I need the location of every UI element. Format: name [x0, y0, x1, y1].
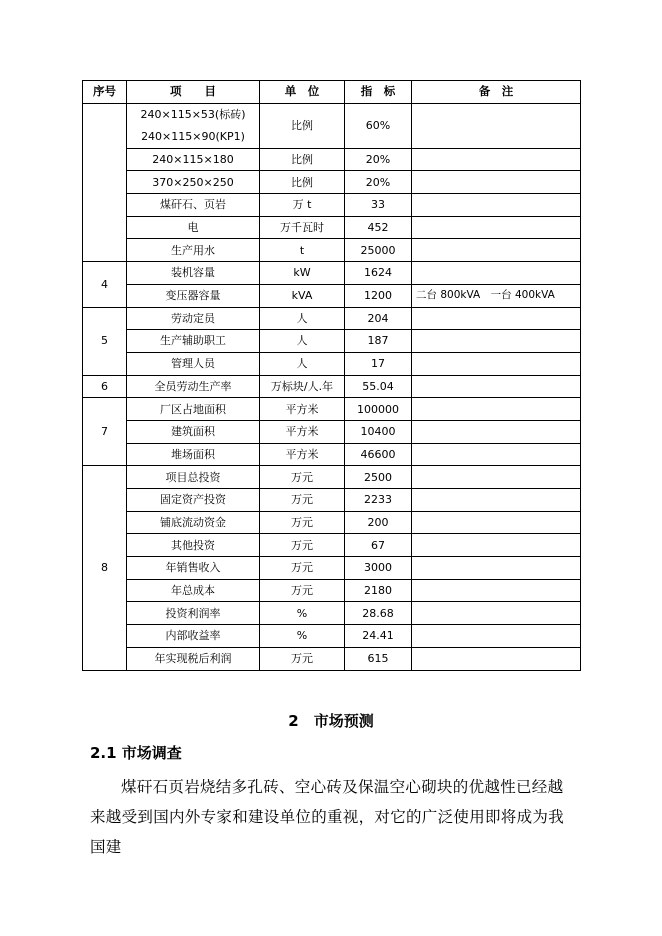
table-row: [83, 307, 581, 330]
remark-cell: [412, 307, 581, 330]
table-row: [83, 398, 581, 421]
table-row: [83, 557, 581, 580]
table-row: [83, 511, 581, 534]
remark-cell: [412, 262, 581, 285]
unit-cell: 比例: [260, 148, 345, 171]
remark-cell: [412, 647, 581, 670]
value-cell: 1624: [345, 262, 412, 285]
item-cell: 年总成本: [127, 579, 260, 602]
item-cell: 厂区占地面积: [127, 398, 260, 421]
unit-cell: kVA: [260, 284, 345, 307]
unit-cell: 万元: [260, 647, 345, 670]
item-cell: 电: [127, 216, 260, 239]
item-cell: 全员劳动生产率: [127, 375, 260, 398]
value-cell: 60%: [345, 103, 412, 148]
table-row: [83, 284, 581, 307]
specification-table: [82, 80, 581, 671]
row-number-cell: [83, 103, 127, 261]
value-cell: 20%: [345, 148, 412, 171]
value-cell: 25000: [345, 239, 412, 262]
value-cell: 33: [345, 194, 412, 217]
value-cell: 200: [345, 511, 412, 534]
table-row: [83, 239, 581, 262]
table-row: [83, 262, 581, 285]
item-line: 240×115×90(KP1): [141, 129, 245, 143]
table-row: [83, 330, 581, 353]
table-row: [83, 216, 581, 239]
unit-cell: %: [260, 602, 345, 625]
header-unit: 单 位: [260, 81, 345, 104]
row-number-cell: 6: [83, 375, 127, 398]
value-cell: 187: [345, 330, 412, 353]
unit-cell: kW: [260, 262, 345, 285]
item-cell: 堆场面积: [127, 443, 260, 466]
value-cell: 2233: [345, 489, 412, 512]
table-row: [83, 647, 581, 670]
unit-cell: 万元: [260, 489, 345, 512]
header-remark: 备 注: [412, 81, 581, 104]
unit-cell: 人: [260, 330, 345, 353]
unit-cell: 平方米: [260, 420, 345, 443]
item-cell: 内部收益率: [127, 625, 260, 648]
table-row: [83, 602, 581, 625]
table-row: [83, 579, 581, 602]
body-paragraph: 煤矸石页岩烧结多孔砖、空心砖及保温空心砌块的优越性已经越来越受到国内外专家和建设单位的重视，对它的广泛使用即将成为我国建: [90, 778, 565, 856]
unit-cell: 平方米: [260, 398, 345, 421]
remark-cell: [412, 466, 581, 489]
table-row: [83, 171, 581, 194]
item-cell: 年销售收入: [127, 557, 260, 580]
remark-cell: [412, 602, 581, 625]
unit-cell: t: [260, 239, 345, 262]
unit-cell: 万元: [260, 579, 345, 602]
unit-cell: 万 t: [260, 194, 345, 217]
value-cell: 452: [345, 216, 412, 239]
remark-cell: [412, 511, 581, 534]
unit-cell: 平方米: [260, 443, 345, 466]
item-cell: 其他投资: [127, 534, 260, 557]
unit-cell: 比例: [260, 103, 345, 148]
table-row: [83, 466, 581, 489]
remark-cell: [412, 216, 581, 239]
remark-cell: [412, 330, 581, 353]
unit-cell: 万元: [260, 557, 345, 580]
item-cell: 生产辅助职工: [127, 330, 260, 353]
value-cell: 17: [345, 352, 412, 375]
table-row: [83, 625, 581, 648]
remark-cell: [412, 489, 581, 512]
value-cell: 10400: [345, 420, 412, 443]
header-indicator: 指 标: [345, 81, 412, 104]
item-cell: 变压器容量: [127, 284, 260, 307]
remark-cell: [412, 579, 581, 602]
table-row: [83, 489, 581, 512]
row-number-cell: 8: [83, 466, 127, 670]
remark-cell: [412, 534, 581, 557]
value-cell: 1200: [345, 284, 412, 307]
row-number-cell: 7: [83, 398, 127, 466]
item-cell: 370×250×250: [127, 171, 260, 194]
unit-cell: 比例: [260, 171, 345, 194]
unit-cell: %: [260, 625, 345, 648]
value-cell: 2180: [345, 579, 412, 602]
table-row: [83, 420, 581, 443]
unit-cell: 人: [260, 307, 345, 330]
remark-cell: [412, 625, 581, 648]
table-row: [83, 194, 581, 217]
value-cell: 67: [345, 534, 412, 557]
value-cell: 28.68: [345, 602, 412, 625]
header-item: 项 目: [127, 81, 260, 104]
table-row: [83, 352, 581, 375]
item-cell: 项目总投资: [127, 466, 260, 489]
unit-cell: 万元: [260, 511, 345, 534]
remark-cell: [412, 103, 581, 148]
item-cell: 240×115×180: [127, 148, 260, 171]
item-cell: 煤矸石、页岩: [127, 194, 260, 217]
value-cell: 46600: [345, 443, 412, 466]
item-cell: 管理人员: [127, 352, 260, 375]
row-number-cell: 4: [83, 262, 127, 307]
unit-cell: 万元: [260, 534, 345, 557]
item-cell: [127, 103, 260, 148]
unit-cell: 万千瓦时: [260, 216, 345, 239]
value-cell: 3000: [345, 557, 412, 580]
item-cell: 劳动定员: [127, 307, 260, 330]
item-cell: 装机容量: [127, 262, 260, 285]
item-cell: 年实现税后利润: [127, 647, 260, 670]
remark-cell: [412, 557, 581, 580]
remark-cell: [412, 194, 581, 217]
unit-cell: 人: [260, 352, 345, 375]
table-row: [83, 103, 581, 148]
table-row: [83, 148, 581, 171]
item-cell: 铺底流动资金: [127, 511, 260, 534]
header-no: 序号: [83, 81, 127, 104]
value-cell: 100000: [345, 398, 412, 421]
remark-cell: [412, 239, 581, 262]
remark-cell: [412, 171, 581, 194]
remark-cell: [412, 443, 581, 466]
remark-cell: [412, 352, 581, 375]
value-cell: 204: [345, 307, 412, 330]
subsection-title: 2.1 市场调查: [90, 744, 182, 762]
item-cell: 生产用水: [127, 239, 260, 262]
value-cell: 2500: [345, 466, 412, 489]
remark-cell: 二台 800kVA 一台 400kVA: [412, 284, 581, 307]
section-title: 2 市场预测: [288, 712, 374, 730]
table-row: [83, 534, 581, 557]
item-cell: 建筑面积: [127, 420, 260, 443]
item-cell: 投资利润率: [127, 602, 260, 625]
value-cell: 615: [345, 647, 412, 670]
remark-cell: [412, 398, 581, 421]
value-cell: 55.04: [345, 375, 412, 398]
unit-cell: 万元: [260, 466, 345, 489]
remark-cell: [412, 375, 581, 398]
remark-cell: [412, 148, 581, 171]
value-cell: 20%: [345, 171, 412, 194]
remark-cell: [412, 420, 581, 443]
row-number-cell: 5: [83, 307, 127, 375]
table-row: [83, 375, 581, 398]
value-cell: 24.41: [345, 625, 412, 648]
item-cell: 固定资产投资: [127, 489, 260, 512]
unit-cell: 万标块/人.年: [260, 375, 345, 398]
item-line: 240×115×53(标砖): [140, 107, 246, 121]
table-header-row: [83, 81, 581, 104]
table-row: [83, 443, 581, 466]
